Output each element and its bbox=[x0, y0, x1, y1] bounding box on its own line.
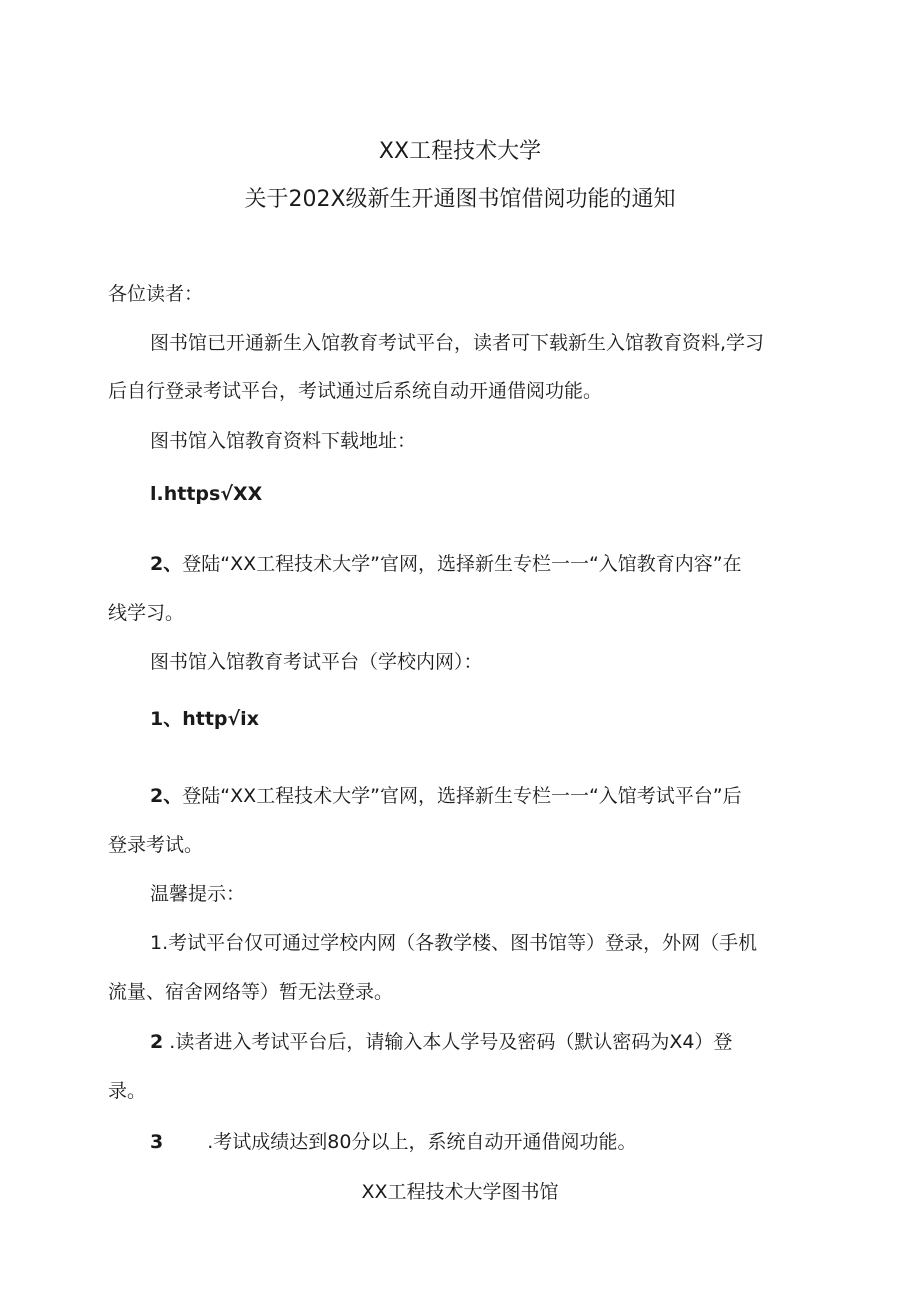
tip-2-line2: 录。 bbox=[108, 1080, 147, 1102]
materials-link-1: l.https√XX bbox=[150, 483, 263, 505]
doc-title-institution: XX工程技术大学 bbox=[378, 139, 542, 164]
exam-item-2-number: 2、 bbox=[150, 785, 183, 807]
signature: XX工程技术大学图书馆 bbox=[361, 1181, 559, 1203]
tip-2-number: 2 bbox=[150, 1031, 164, 1053]
tip-2-text: .读者进入考试平台后，请输入本人学号及密码（默认密码为X4）登 bbox=[169, 1031, 733, 1053]
tip-2-line1 bbox=[150, 1030, 732, 1054]
exam-heading: 图书馆入馆教育考试平台（学校内网）： bbox=[150, 651, 483, 673]
exam-item-2-text: 登陆“XX工程技术大学”官网，选择新生专栏一一“入馆考试平台”后 bbox=[182, 785, 742, 807]
exam-item-2-line1 bbox=[150, 784, 742, 808]
tip-1-line1: 1.考试平台仅可通过学校内网（各教学楼、图书馆等）登录，外网（手机 bbox=[150, 932, 758, 954]
tips-heading: 温馨提示： bbox=[150, 883, 246, 905]
intro-paragraph-line1: 图书馆已开通新生入馆教育考试平台，读者可下载新生入馆教育资料,学习 bbox=[150, 332, 765, 354]
doc-title-subject: 关于202X级新生开通图书馆借阅功能的通知 bbox=[244, 187, 676, 212]
materials-item-2-line2: 线学习。 bbox=[108, 602, 185, 624]
materials-item-2-line1 bbox=[150, 552, 742, 576]
materials-item-2-number: 2、 bbox=[150, 553, 183, 575]
intro-paragraph-line2: 后自行登录考试平台，考试通过后系统自动开通借阅功能。 bbox=[108, 380, 603, 402]
tip-3-line1 bbox=[150, 1130, 636, 1154]
tip-3-number: 3 bbox=[150, 1131, 164, 1153]
salutation: 各位读者： bbox=[108, 283, 204, 305]
exam-link-1: 1、http√ix bbox=[150, 708, 259, 730]
tip-1-line2: 流量、宿舍网络等）暂无法登录。 bbox=[108, 981, 394, 1003]
materials-item-2-text: 登陆“XX工程技术大学”官网，选择新生专栏一一“入馆教育内容”在 bbox=[182, 553, 742, 575]
materials-heading: 图书馆入馆教育资料下载地址： bbox=[150, 430, 417, 452]
exam-item-2-line2: 登录考试。 bbox=[108, 834, 204, 856]
tip-3-text: .考试成绩达到80分以上，系统自动开通借阅功能。 bbox=[207, 1131, 637, 1153]
